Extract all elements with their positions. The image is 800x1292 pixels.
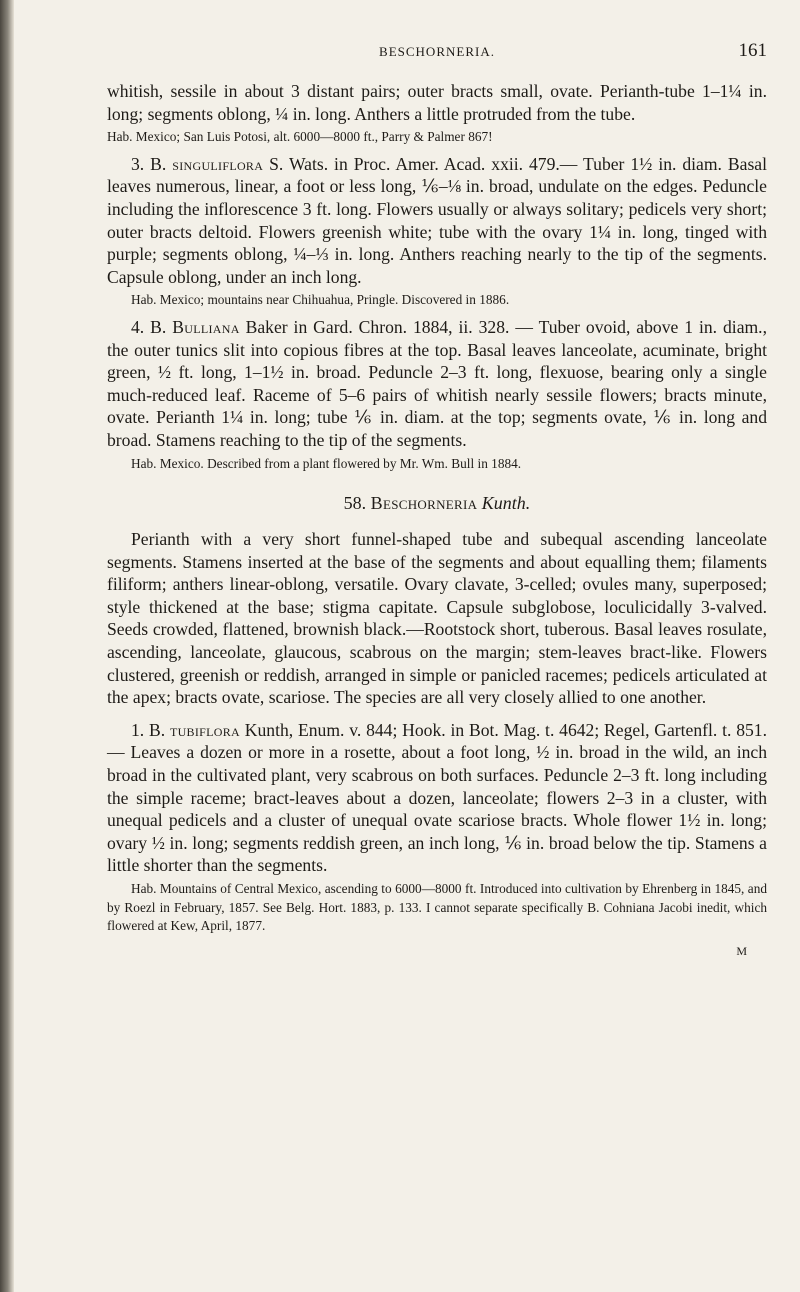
species-3-text: S. Wats. in Proc. Amer. Acad. xxii. 479.— Tuber 1½ in. diam. Basal leaves numerous, linear, a foot or less long, ⅙–⅛ in. broad, undulate on the edges. Peduncle including the inflorescence 3 ft. long. Flowers usually or always solitary; pedicels very short; outer bracts deltoid. Flowers greenish white; tube with the ovary 1¼ in. long, tinged with purple; segments oblong, ¼–⅓ in. long. Anthers reaching nearly to the tip of the segments. Capsule oblong, under an inch long. — [107, 153, 767, 287]
genus-number: 58. — [343, 493, 371, 514]
species-4-name: Bulliana — [172, 316, 240, 337]
species-3-name: singuliflora — [172, 153, 264, 174]
running-head — [107, 40, 767, 80]
species-1-number: 1. B. — [131, 719, 170, 740]
species-2-continuation: whitish, sessile in about 3 distant pairs; outer bracts small, ovate. Perianth-tube 1–1¼ in. long; segments oblong, ¼ in. long. Anthers a little protruded from the tube. — [107, 81, 767, 124]
species-1-text: Kunth, Enum. v. 844; Hook. in Bot. Mag. t. 4642; Regel, Gartenfl. t. 851. — Leaves a dozen or more in a rosette, about a foot long, ½ in. broad in the wild, an inch broad in the cultivated plant, very scabrous on both surfaces. Peduncle 2–3 ft. long including the simple raceme; bract-leaves about a dozen, lanceolate; flowers 2–3 in a cluster, with unequal pedicels and a cluster of unequal ovate scariose bracts. Whole flower 1½ in. long; ovary ½ in. long; segments reddish green, an inch long, ⅙ in. broad below the tip. Stamens a little shorter than the segments. — [107, 719, 767, 876]
running-head-title: BESCHORNERIA. — [379, 44, 495, 59]
species-4-description — [107, 316, 767, 452]
genus-heading — [107, 493, 767, 514]
species-1-habitat: Hab. Mountains of Central Mexico, ascending to 6000—8000 ft. Introduced into cultivation by Ehrenberg in 1845, and by Roezl in February, 1857. See Belg. Hort. 1883, p. 133. I cannot separate specifically B. Cohniana Jacobi inedit, which flowered at Kew, April, 1877. — [107, 881, 767, 934]
species-3-number: 3. B. — [131, 153, 173, 174]
species-4-number: 4. B. — [131, 316, 173, 337]
species-1-name: tubiflora — [169, 719, 240, 740]
species-2-habitat: Hab. Mexico; San Luis Potosi, alt. 6000—8000 ft., Parry & Palmer 867! — [107, 129, 493, 145]
genus-name: Beschorneria — [370, 493, 478, 514]
species-4-habitat: Hab. Mexico. Described from a plant flowered by Mr. Wm. Bull in 1884. — [131, 455, 522, 471]
page-number: 161 — [738, 40, 767, 61]
signature-mark: M — [736, 943, 747, 958]
species-3-description — [107, 153, 767, 289]
page-binding-edge — [0, 0, 14, 1292]
book-page — [107, 40, 767, 959]
species-4-text: Baker in Gard. Chron. 1884, ii. 328. — Tuber ovoid, above 1 in. diam., the outer tunics slit into copious fibres at the top. Basal leaves lanceolate, acuminate, bright green, ½ ft. long, 1–1½ in. broad. Peduncle 2–3 ft. long, flexuose, bearing only a single much-reduced leaf. Raceme of 5–6 pairs of whitish nearly sessile flowers; bracts minute, ovate. Perianth 1¼ in. long; tube ⅙ in. diam. at the top; segments ovate, ⅙ in. long and broad. Stamens reaching to the tip of the segments. — [107, 316, 767, 450]
genus-description: Perianth with a very short funnel-shaped tube and subequal ascending lanceolate segments. Stamens inserted at the base of the segments and about equalling them; filaments filiform; anthers linear-oblong, versatile. Ovary clavate, 3-celled; ovules many, superposed; style thickened at the base; stigma capitate. Capsule subglobose, loculicidally 3-valved. Seeds crowded, flattened, brownish black.—Rootstock short, tuberous. Basal leaves rosulate, ascending, lanceolate, glaucous, scabrous on the margin; stem-leaves bract-like. Flowers clustered, greenish or reddish, arranged in simple or panicled racemes; pedicels articulated at the apex; bracts ovate, scariose. The species are all very closely allied to one another. — [107, 529, 767, 708]
species-3-habitat: Hab. Mexico; mountains near Chihuahua, Pringle. Discovered in 1886. — [131, 292, 510, 308]
species-1-description — [107, 719, 767, 877]
genus-author: Kunth. — [481, 493, 531, 514]
